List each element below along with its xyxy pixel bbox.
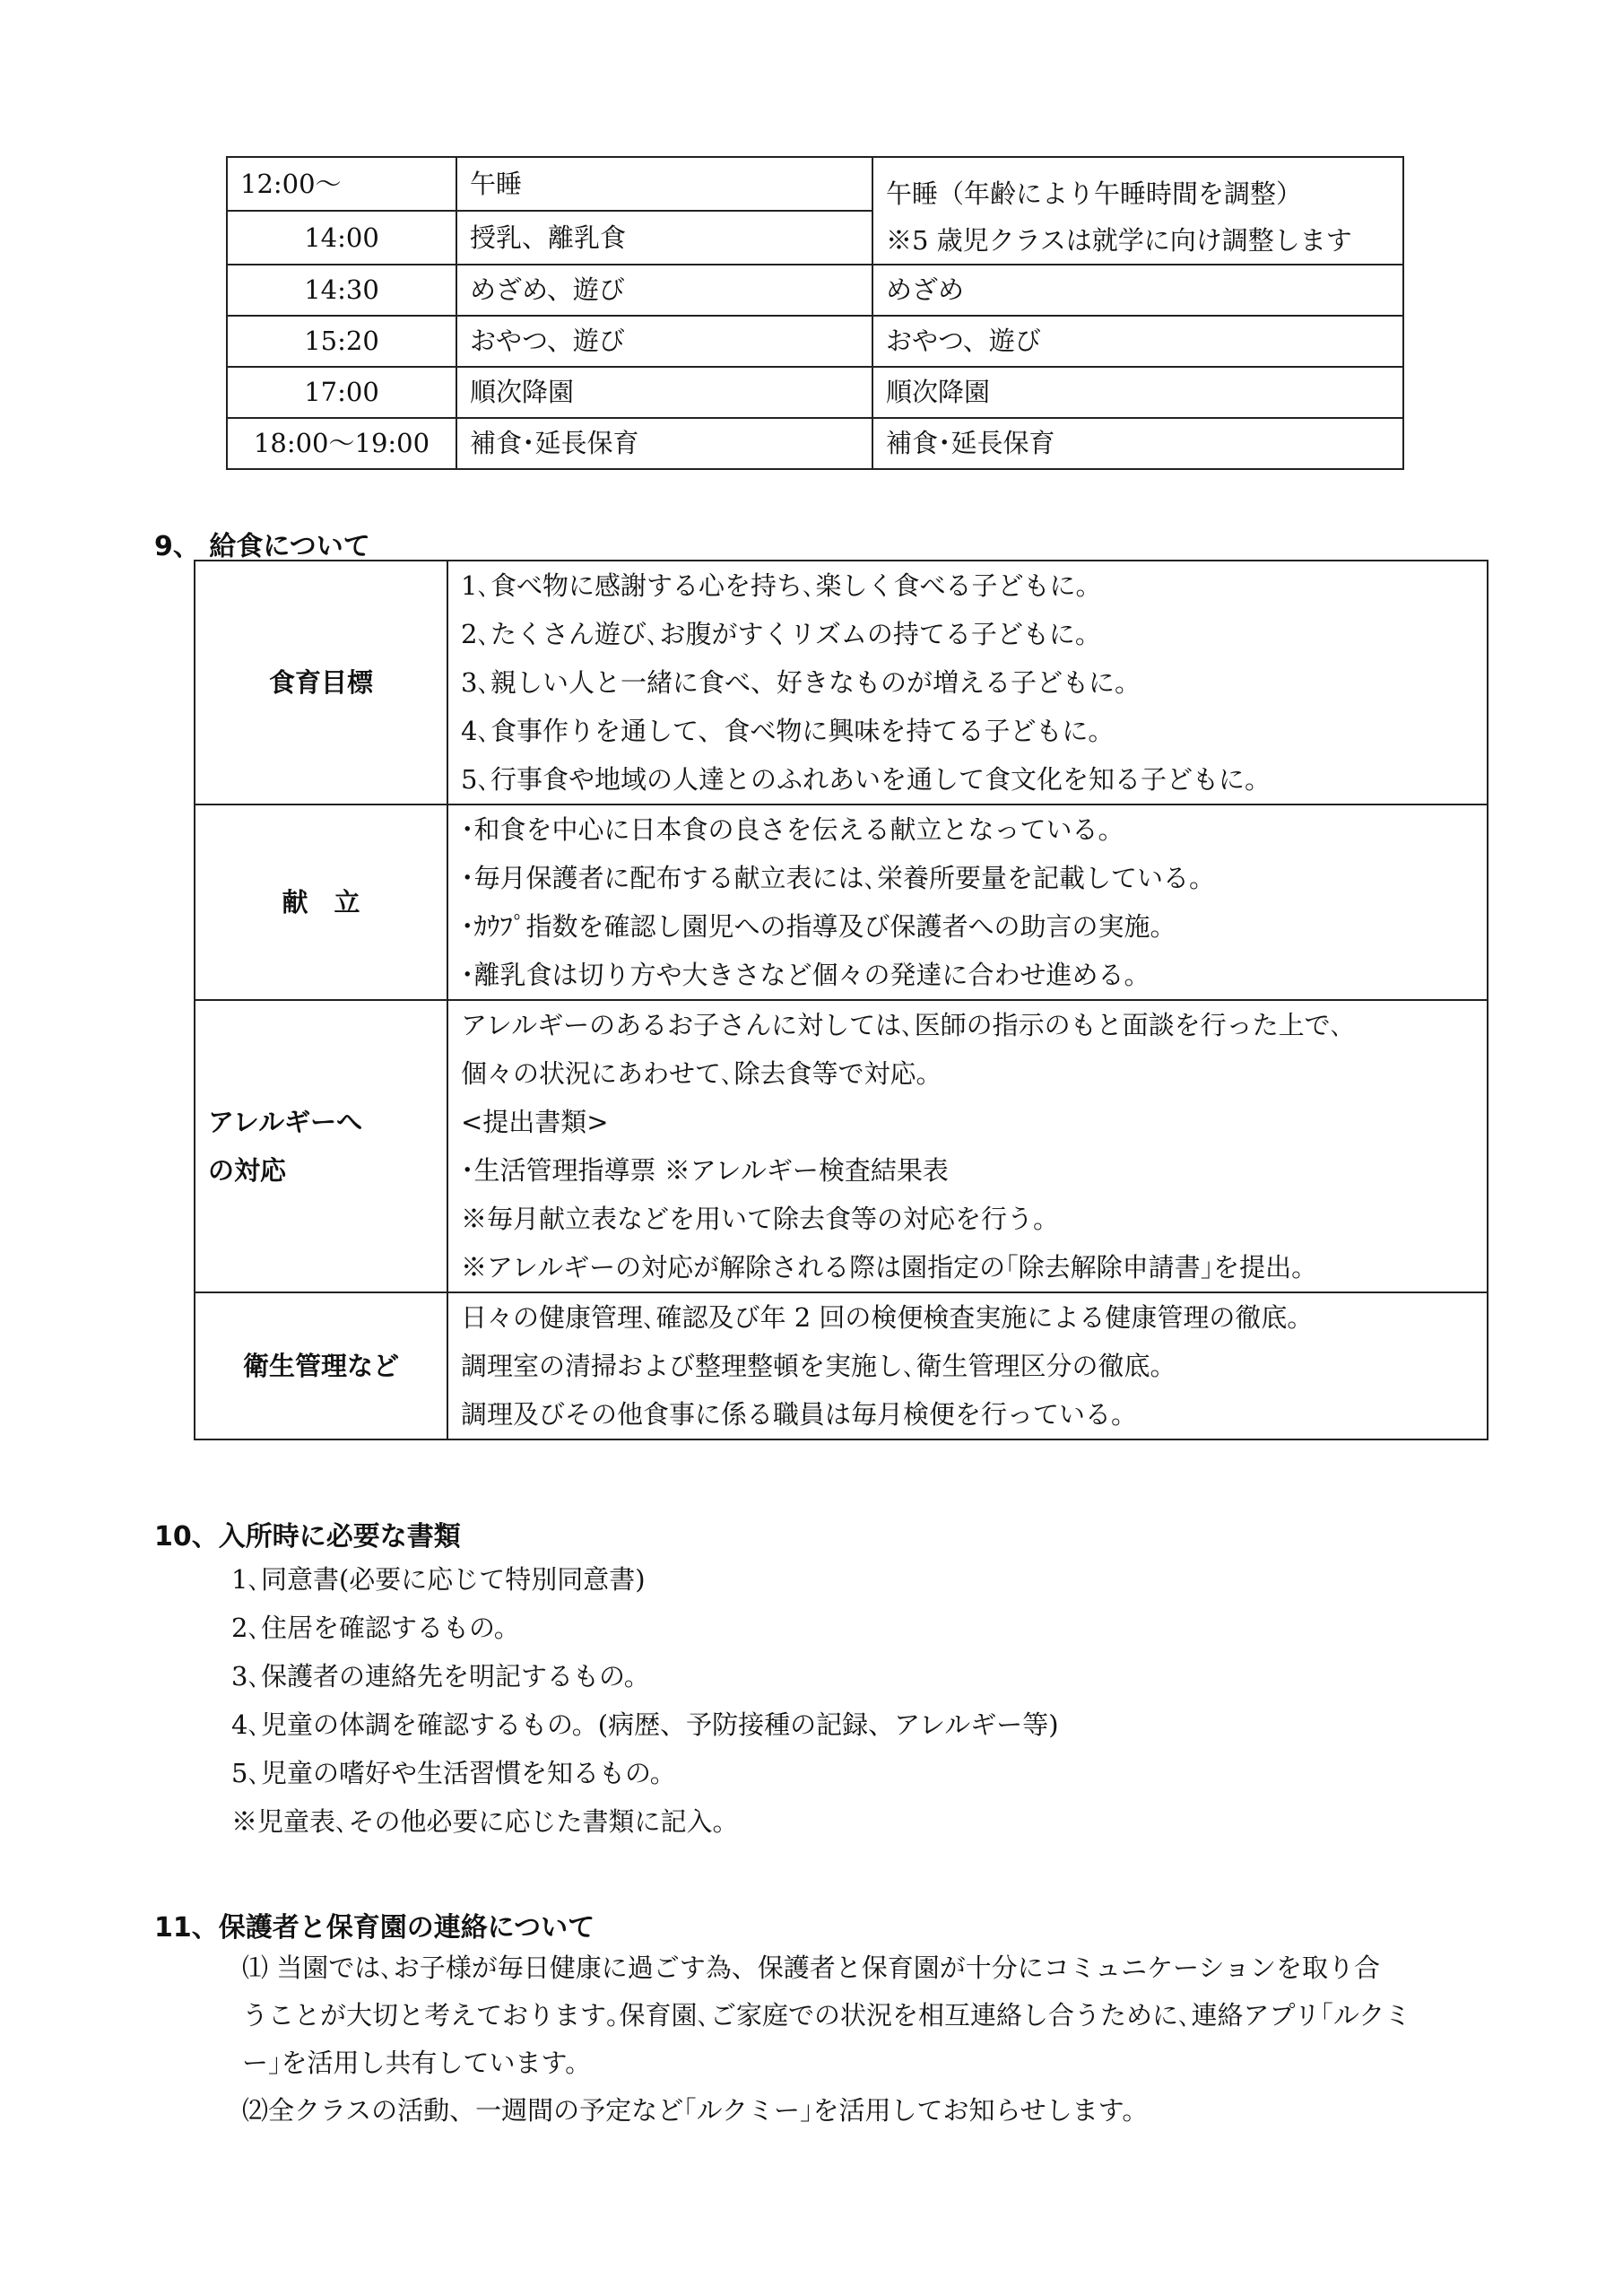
content-line: ※毎月献立表などを用いて除去食等の対応を行う。: [461, 1204, 1060, 1234]
content-line: 1､食べ物に感謝する心を持ち､楽しく食べる子どもに。: [461, 570, 1102, 601]
section-11-heading: 11、保護者と保育園の連絡について: [154, 1912, 595, 1944]
content-line: ･離乳食は切り方や大きさなど個々の発達に合わせ進める。: [461, 960, 1150, 990]
list-item: 5､児童の嗜好や生活習慣を知るもの。: [231, 1758, 676, 1788]
schedule-table: [226, 156, 1404, 470]
content-line: 4､食事作りを通して、食べ物に興味を持てる子どもに。: [461, 716, 1115, 746]
table-row: [227, 418, 1403, 469]
paragraph-line: ー｣を活用し共有しています。: [242, 2048, 592, 2078]
content-line: アレルギーのあるお子さんに対しては､医師の指示のもと面談を行った上で､: [461, 1010, 1344, 1040]
table-row: [195, 804, 1488, 1000]
section-9-heading: 9、 給食について: [154, 531, 370, 562]
content-line: 2､たくさん遊び､お腹がすくリズムの持てる子どもに。: [461, 619, 1101, 649]
table-row: [227, 265, 1403, 316]
contact-paragraph-1: [242, 1944, 1497, 2087]
row-label-menu: 献 立: [195, 804, 447, 1000]
older-activity-cell: めざめ: [872, 265, 1403, 316]
row-label-dietary-goals: 食育目標: [195, 561, 447, 804]
table-row: [227, 367, 1403, 418]
content-line: <提出書類>: [461, 1107, 609, 1137]
older-activity-cell: 順次降園: [872, 367, 1403, 418]
row-content: [447, 1292, 1488, 1439]
content-line: ･生活管理指導票 ※アレルギー検査結果表: [461, 1155, 949, 1186]
content-line: ･ｶｳﾌﾟ指数を確認し園児への指導及び保護者への助言の実施。: [461, 911, 1176, 942]
time-cell: 12:00～: [227, 157, 456, 211]
older-activity-line: 午睡（年齢により午睡時間を調整）: [886, 178, 1303, 209]
infant-activity-cell: おやつ、遊び: [456, 316, 872, 367]
content-line: ･毎月保護者に配布する献立表には､栄養所要量を記載している。: [461, 863, 1216, 893]
table-row: [227, 316, 1403, 367]
older-activity-line: ※5 歳児クラスは就学に向け調整します: [886, 225, 1352, 256]
older-activity-cell: 補食･延長保育: [872, 418, 1403, 469]
required-documents-list: [231, 1555, 1059, 1846]
meal-policy-table: [194, 560, 1488, 1440]
contact-paragraph-2: ⑵全クラスの活動、一週間の予定など｢ルクミー｣を活用してお知らせします。: [242, 2095, 1149, 2126]
label-line: の対応: [208, 1155, 287, 1186]
content-line: ･和食を中心に日本食の良さを伝える献立となっている。: [461, 814, 1124, 845]
time-cell: 15:20: [227, 316, 456, 367]
paragraph-line: うことが大切と考えております｡保育園､ご家庭での状況を相互連絡し合うために､連絡アプリ｢ルクミ: [242, 2000, 1411, 2031]
list-item: 1､同意書(必要に応じて特別同意書): [231, 1564, 646, 1595]
infant-activity-cell: めざめ、遊び: [456, 265, 872, 316]
content-line: 日々の健康管理､確認及び年 2 回の検便検査実施による健康管理の徹底。: [461, 1302, 1314, 1333]
label-line: アレルギーへ: [208, 1107, 363, 1137]
section-10-heading: 10、入所時に必要な書類: [154, 1521, 461, 1552]
time-cell: 18:00～19:00: [227, 418, 456, 469]
infant-activity-cell: 授乳、離乳食: [456, 211, 872, 265]
row-label-hygiene: 衛生管理など: [195, 1292, 447, 1439]
content-line: 5､行事食や地域の人達とのふれあいを通して食文化を知る子どもに。: [461, 764, 1271, 795]
older-activity-cell: おやつ、遊び: [872, 316, 1403, 367]
table-row: [227, 157, 1403, 211]
time-cell: 14:30: [227, 265, 456, 316]
row-content: [447, 804, 1488, 1000]
older-activity-merged-cell: [872, 157, 1403, 265]
content-line: 調理及びその他食事に係る職員は毎月検便を行っている。: [461, 1399, 1138, 1430]
time-cell: 14:00: [227, 211, 456, 265]
time-cell: 17:00: [227, 367, 456, 418]
list-item: 3､保護者の連絡先を明記するもの。: [231, 1661, 650, 1692]
content-line: ※アレルギーの対応が解除される際は園指定の｢除去解除申請書｣を提出。: [461, 1252, 1318, 1283]
infant-activity-cell: 午睡: [456, 157, 872, 211]
content-line: 調理室の清掃および整理整頓を実施し､衛生管理区分の徹底。: [461, 1351, 1176, 1381]
list-item: ※児童表､その他必要に応じた書類に記入。: [231, 1806, 739, 1837]
infant-activity-cell: 補食･延長保育: [456, 418, 872, 469]
paragraph-line: ⑴ 当園では､お子様が毎日健康に過ごす為、保護者と保育園が十分にコミュニケーションを取り合: [242, 1952, 1380, 1983]
row-label-allergy: [195, 1000, 447, 1292]
content-line: 3､親しい人と一緒に食べ、好きなものが増える子どもに。: [461, 667, 1141, 698]
row-content: [447, 561, 1488, 804]
row-content: [447, 1000, 1488, 1292]
list-item: 4､児童の体調を確認するもの。(病歴、予防接種の記録、アレルギー等): [231, 1709, 1059, 1740]
list-item: 2､住居を確認するもの。: [231, 1613, 520, 1643]
table-row: [195, 1292, 1488, 1439]
table-row: [195, 1000, 1488, 1292]
content-line: 個々の状況にあわせて､除去食等で対応。: [461, 1058, 942, 1089]
infant-activity-cell: 順次降園: [456, 367, 872, 418]
table-row: [195, 561, 1488, 804]
